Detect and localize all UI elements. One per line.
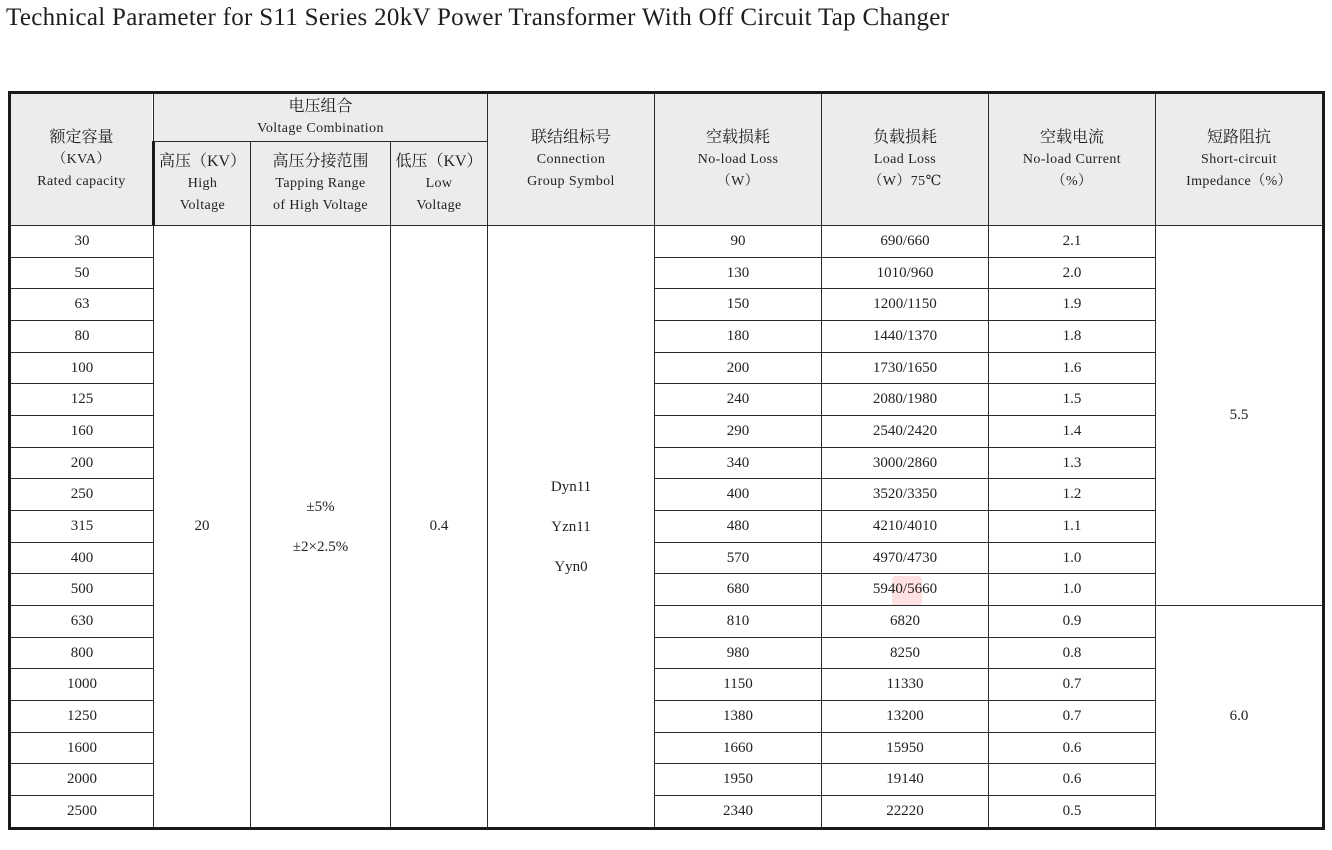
noload-current-cell: 1.9 bbox=[989, 289, 1156, 321]
noload-current-cell: 0.6 bbox=[989, 764, 1156, 796]
noload-loss-cell: 810 bbox=[655, 606, 822, 638]
header-noload-current bbox=[989, 93, 1156, 226]
capacity-cell: 400 bbox=[10, 542, 154, 574]
noload-current-cell: 1.4 bbox=[989, 416, 1156, 448]
impedance-cell: 5.5 bbox=[1156, 226, 1324, 606]
connection-symbol: Yzn11 bbox=[551, 518, 591, 535]
load-loss-cell: 2080/1980 bbox=[822, 384, 989, 416]
load-loss-cell: 3520/3350 bbox=[822, 479, 989, 511]
load-loss-cell: 6820 bbox=[822, 606, 989, 638]
high-voltage-cell: 20 bbox=[154, 226, 251, 829]
header-impedance-en2: Impedance（%） bbox=[1186, 173, 1292, 189]
noload-loss-cell: 2340 bbox=[655, 796, 822, 829]
noload-current-cell: 0.9 bbox=[989, 606, 1156, 638]
header-load-loss bbox=[822, 93, 989, 226]
page-title: Technical Parameter for S11 Series 20kV Power Transformer With Off Circuit Tap Changer bbox=[6, 4, 950, 31]
header-load-loss-zh: 负载损耗 bbox=[872, 128, 937, 146]
load-loss-cell: 8250 bbox=[822, 637, 989, 669]
load-loss-cell: 13200 bbox=[822, 701, 989, 733]
capacity-cell: 160 bbox=[10, 416, 154, 448]
noload-loss-cell: 340 bbox=[655, 447, 822, 479]
header-voltage-combination bbox=[154, 93, 488, 142]
capacity-cell: 315 bbox=[10, 511, 154, 543]
noload-current-cell: 2.1 bbox=[989, 226, 1156, 258]
header-low-voltage bbox=[391, 142, 488, 226]
noload-loss-cell: 1380 bbox=[655, 701, 822, 733]
capacity-cell: 100 bbox=[10, 352, 154, 384]
noload-current-cell: 1.5 bbox=[989, 384, 1156, 416]
capacity-cell: 63 bbox=[10, 289, 154, 321]
low-voltage-cell: 0.4 bbox=[391, 226, 488, 829]
noload-loss-cell: 980 bbox=[655, 637, 822, 669]
header-noload-current-unit: （%） bbox=[1051, 173, 1093, 189]
noload-current-cell: 1.8 bbox=[989, 321, 1156, 353]
capacity-cell: 50 bbox=[10, 257, 154, 289]
noload-current-cell: 1.1 bbox=[989, 511, 1156, 543]
noload-loss-cell: 1950 bbox=[655, 764, 822, 796]
load-loss-cell: 1200/1150 bbox=[822, 289, 989, 321]
load-loss-cell: 11330 bbox=[822, 669, 989, 701]
header-load-loss-en: Load Loss bbox=[873, 151, 937, 167]
load-loss-cell: 1010/960 bbox=[822, 257, 989, 289]
noload-current-cell: 1.0 bbox=[989, 542, 1156, 574]
impedance-cell: 6.0 bbox=[1156, 606, 1324, 829]
noload-loss-cell: 290 bbox=[655, 416, 822, 448]
header-rated-capacity-zh: 额定容量 bbox=[49, 128, 114, 146]
tapping-value: ±2×2.5% bbox=[292, 538, 349, 555]
capacity-cell: 2500 bbox=[10, 796, 154, 829]
header-voltage-combination-en: Voltage Combination bbox=[257, 120, 384, 136]
header-low-voltage-en1: Low bbox=[425, 175, 453, 191]
load-loss-cell: 4970/4730 bbox=[822, 542, 989, 574]
table-row bbox=[10, 226, 1324, 258]
noload-current-cell: 1.2 bbox=[989, 479, 1156, 511]
noload-current-cell: 2.0 bbox=[989, 257, 1156, 289]
noload-current-cell: 0.5 bbox=[989, 796, 1156, 829]
load-loss-value: 5940/5660 bbox=[872, 581, 938, 598]
capacity-cell: 250 bbox=[10, 479, 154, 511]
load-loss-cell: 22220 bbox=[822, 796, 989, 829]
header-impedance-en1: Short-circuit bbox=[1201, 151, 1277, 167]
capacity-cell: 1600 bbox=[10, 732, 154, 764]
noload-loss-cell: 240 bbox=[655, 384, 822, 416]
header-rated-capacity-en: Rated capacity bbox=[37, 173, 126, 189]
header-connection-zh: 联结组标号 bbox=[530, 128, 611, 146]
load-loss-cell: 2540/2420 bbox=[822, 416, 989, 448]
noload-current-cell: 1.6 bbox=[989, 352, 1156, 384]
header-low-voltage-zh: 低压（KV） bbox=[395, 152, 483, 170]
capacity-cell: 125 bbox=[10, 384, 154, 416]
header-noload-loss-unit: （W） bbox=[716, 173, 760, 189]
tapping-range-cell bbox=[251, 226, 391, 829]
header-high-voltage-zh: 高压（KV） bbox=[158, 152, 247, 170]
header-high-voltage bbox=[154, 142, 251, 226]
noload-loss-cell: 480 bbox=[655, 511, 822, 543]
header-noload-current-en: No-load Current bbox=[1022, 151, 1122, 167]
noload-loss-cell: 680 bbox=[655, 574, 822, 606]
header-high-voltage-en2: Voltage bbox=[179, 197, 226, 213]
header-impedance bbox=[1156, 93, 1324, 226]
load-loss-cell: 19140 bbox=[822, 764, 989, 796]
load-loss-cell: 3000/2860 bbox=[822, 447, 989, 479]
header-noload-loss-zh: 空载损耗 bbox=[705, 128, 770, 146]
header-load-loss-unit: （W）75℃ bbox=[868, 173, 942, 189]
load-loss-cell: 1730/1650 bbox=[822, 352, 989, 384]
noload-loss-cell: 400 bbox=[655, 479, 822, 511]
noload-current-cell: 1.3 bbox=[989, 447, 1156, 479]
noload-loss-cell: 130 bbox=[655, 257, 822, 289]
noload-current-cell: 0.8 bbox=[989, 637, 1156, 669]
connection-symbol: Dyn11 bbox=[550, 478, 592, 495]
header-low-voltage-en2: Voltage bbox=[416, 197, 462, 213]
connection-symbol: Yyn0 bbox=[554, 558, 588, 575]
noload-current-cell: 1.0 bbox=[989, 574, 1156, 606]
capacity-cell: 1250 bbox=[10, 701, 154, 733]
table-header bbox=[10, 93, 1324, 226]
noload-loss-cell: 570 bbox=[655, 542, 822, 574]
capacity-cell: 500 bbox=[10, 574, 154, 606]
header-noload-loss bbox=[655, 93, 822, 226]
capacity-cell: 30 bbox=[10, 226, 154, 258]
noload-loss-cell: 200 bbox=[655, 352, 822, 384]
noload-current-cell: 0.7 bbox=[989, 701, 1156, 733]
capacity-cell: 2000 bbox=[10, 764, 154, 796]
header-tapping-range-zh: 高压分接范围 bbox=[272, 152, 369, 170]
noload-loss-cell: 150 bbox=[655, 289, 822, 321]
load-loss-cell: 690/660 bbox=[822, 226, 989, 258]
noload-loss-cell: 180 bbox=[655, 321, 822, 353]
table-body bbox=[10, 226, 1324, 829]
header-impedance-zh: 短路阻抗 bbox=[1206, 128, 1271, 146]
noload-current-cell: 0.7 bbox=[989, 669, 1156, 701]
noload-loss-cell: 90 bbox=[655, 226, 822, 258]
load-loss-cell: 1440/1370 bbox=[822, 321, 989, 353]
connection-group-cell bbox=[488, 226, 655, 829]
load-loss-cell bbox=[822, 574, 989, 606]
header-rated-capacity bbox=[10, 93, 154, 226]
noload-loss-cell: 1660 bbox=[655, 732, 822, 764]
header-connection-en1: Connection bbox=[536, 151, 606, 167]
header-high-voltage-en1: High bbox=[187, 175, 218, 191]
load-loss-cell: 4210/4010 bbox=[822, 511, 989, 543]
header-voltage-combination-zh: 电压组合 bbox=[288, 97, 353, 115]
header-noload-current-zh: 空载电流 bbox=[1039, 128, 1104, 146]
header-tapping-range-en2: of High Voltage bbox=[273, 197, 368, 213]
capacity-cell: 630 bbox=[10, 606, 154, 638]
header-rated-capacity-unit: （KVA） bbox=[52, 151, 111, 167]
capacity-cell: 1000 bbox=[10, 669, 154, 701]
header-connection-group bbox=[488, 93, 655, 226]
header-tapping-range-en1: Tapping Range bbox=[275, 175, 366, 191]
spec-table bbox=[8, 91, 1325, 830]
tapping-value: ±5% bbox=[306, 498, 335, 515]
capacity-cell: 200 bbox=[10, 447, 154, 479]
noload-current-cell: 0.6 bbox=[989, 732, 1156, 764]
capacity-cell: 800 bbox=[10, 637, 154, 669]
load-loss-cell: 15950 bbox=[822, 732, 989, 764]
header-connection-en2: Group Symbol bbox=[527, 173, 615, 189]
header-tapping-range bbox=[251, 142, 391, 226]
header-noload-loss-en: No-load Loss bbox=[697, 151, 779, 167]
noload-loss-cell: 1150 bbox=[655, 669, 822, 701]
capacity-cell: 80 bbox=[10, 321, 154, 353]
